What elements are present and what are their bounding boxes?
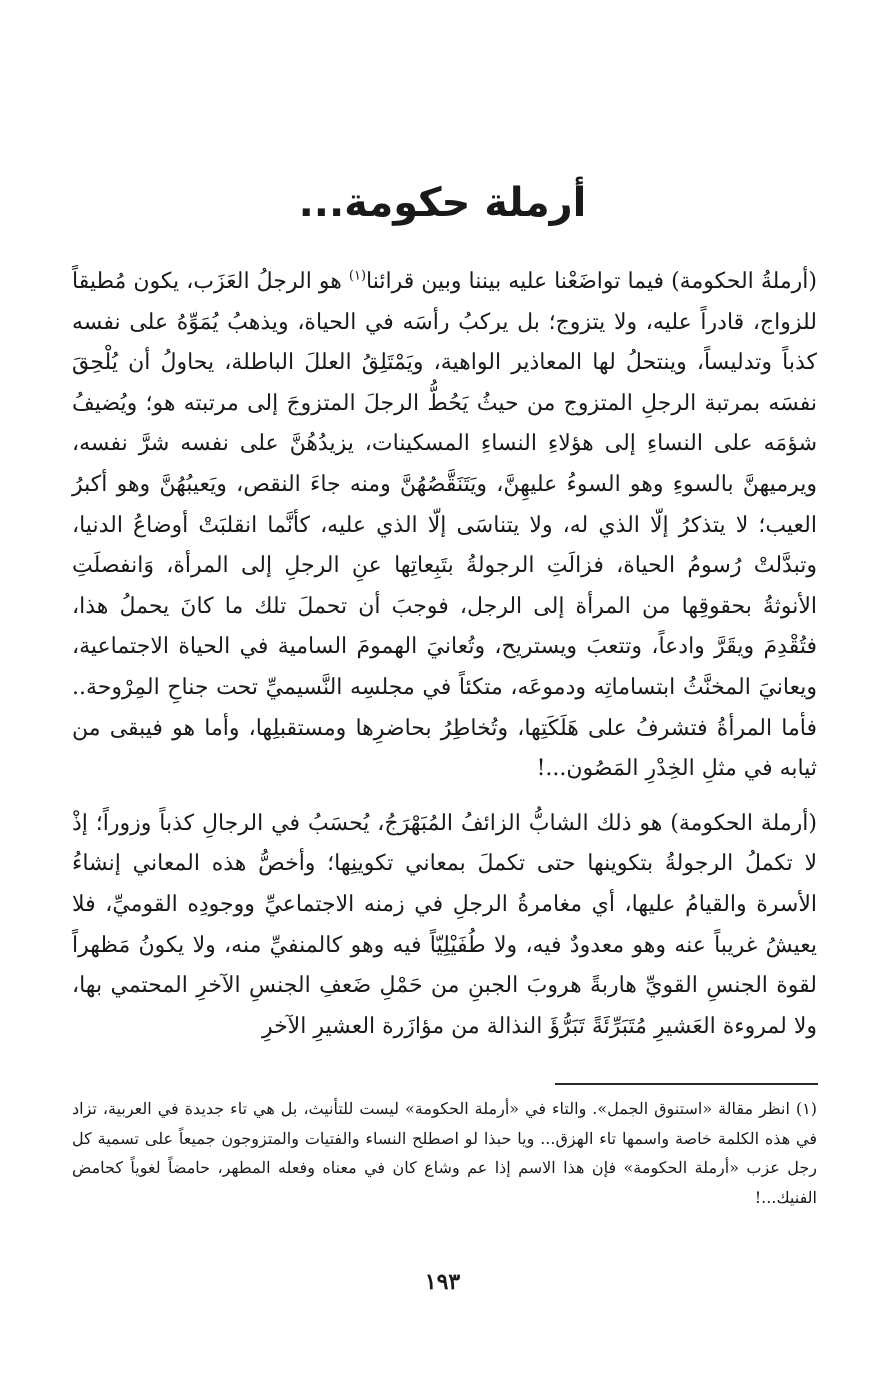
footnote-divider bbox=[555, 1083, 818, 1085]
chapter-title: أرملة حكومة... bbox=[298, 180, 587, 226]
chapter-body bbox=[72, 262, 817, 1047]
body-paragraph bbox=[72, 262, 817, 790]
paragraph-text: (أرملةُ الحكومة) فيما تواضَعْنا عليه بيننا وبين قرائنا bbox=[366, 269, 817, 294]
page-number: ١٩٣ bbox=[424, 1269, 461, 1295]
footnote-reference: (١) bbox=[348, 268, 367, 284]
paragraph-text: هو الرجلُ العَزَب، يكون مُطيقاً للزواج، قادراً عليه، ولا يتزوج؛ بل يركبُ رأسَه في الحياة، ويذهبُ يُمَوِّهُ على نفسه كذباً وتدليساً، وينتحلُ لها المعاذير الواهية، ويَمْتَلِقُ العللَ الباطلة، يحاولُ أن يُلْحِقَ نفسَه بمرتبة الرجلِ المتزوج من حيثُ يَحُطُّ الرجلَ المتزوجَ إلى مرتبته هو؛ ويُضيفُ شؤمَه على النساءِ إلى هؤلاءِ النساءِ المسكينات، يزيدُهُنَّ على نفسه شرَّ نفسه، ويرميهنَّ بالسوءِ وهو السوءُ عليهِنَّ، ويَتَنَقَّصُهُنَّ ومنه جاءَ النقص، ويَعيبُهُنَّ وهو أكبرُ العيب؛ لا يتذكرُ إلّا الذي له، ولا يتناسَى إلّا الذي عليه، كأنَّما انقلبَتْ أوضاعُ الدنيا، وتبدَّلتْ رُسومُ الحياة، فزالَتِ الرجولةُ بتَبِعاتِها عنِ الرجلِ إلى المرأة، وَانفصلَتِ الأنوثةُ بحقوقِها من المرأة إلى الرجل، فوجبَ أن تحملَ تلك ما كانَ يحملُ هذا، فتُقْدِمَ ويقَرَّ وادعاً، وتتعبَ ويستريح، وتُعانيَ الهمومَ السامية في الحياة الاجتماعية، ويعانيَ المخنَّثُ ابتساماتِه ودموعَه، متكئاً في مجلسِه النَّسيميِّ تحت جناحِ المِرْوحة.. فأما المرأةُ فتشرفُ على هَلَكَتِها، وتُخاطِرُ بحاضرِها ومستقبلِها، وأما هو فيبقى من ثيابه في مثلِ الخِدْرِ المَصُون...! bbox=[72, 269, 817, 782]
footnote-text: (١) انظر مقالة «استنوق الجمل». والتاء في «أرملة الحكومة» ليست للتأنيث، بل هي تاء جديدة في العربية، تزاد في هذه الكلمة خاصة واسمها تاء الهزق... ويا حبذا لو اصطلح النساء والفتيات والمتزوجون جميعاً على تسمية كل رجل عزب «أرملة الحكومة» فإن هذا الاسم إذا عم وشاع كان في معناه وفعله المطهر، حامضاً لغوياً كحامض الفنيك...! bbox=[72, 1099, 817, 1207]
body-paragraph: (أرملة الحكومة) هو ذلك الشابُّ الزائفُ المُبَهْرَجُ، يُحسَبُ في الرجالِ كذباً وزوراً؛ إذْ لا تكملُ الرجولةُ بتكوينها حتى تكملَ بمعاني تكوينِها؛ وأخصُّ هذه المعاني إنشاءُ الأسرة والقيامُ عليها، أي مغامرةُ الرجلِ في زمنه الاجتماعيِّ ووجودِه القوميِّ، فلا يعيشُ غريباً عنه وهو معدودٌ فيه، ولا طُفَيْلِيّاً فيه وهو كالمنفيِّ منه، ولا يكونُ مَظهراً لقوة الجنسِ القويِّ هاربةً هروبَ الجبنِ من حَمْلِ ضَعفِ الجنسِ الآخرِ المحتمي بها، ولا لمروءة العَشيرِ مُتَبَرِّئَةً تَبَرُّؤَ النذالة من مؤازَرة العشيرِ الآخرِ bbox=[72, 810, 817, 1039]
